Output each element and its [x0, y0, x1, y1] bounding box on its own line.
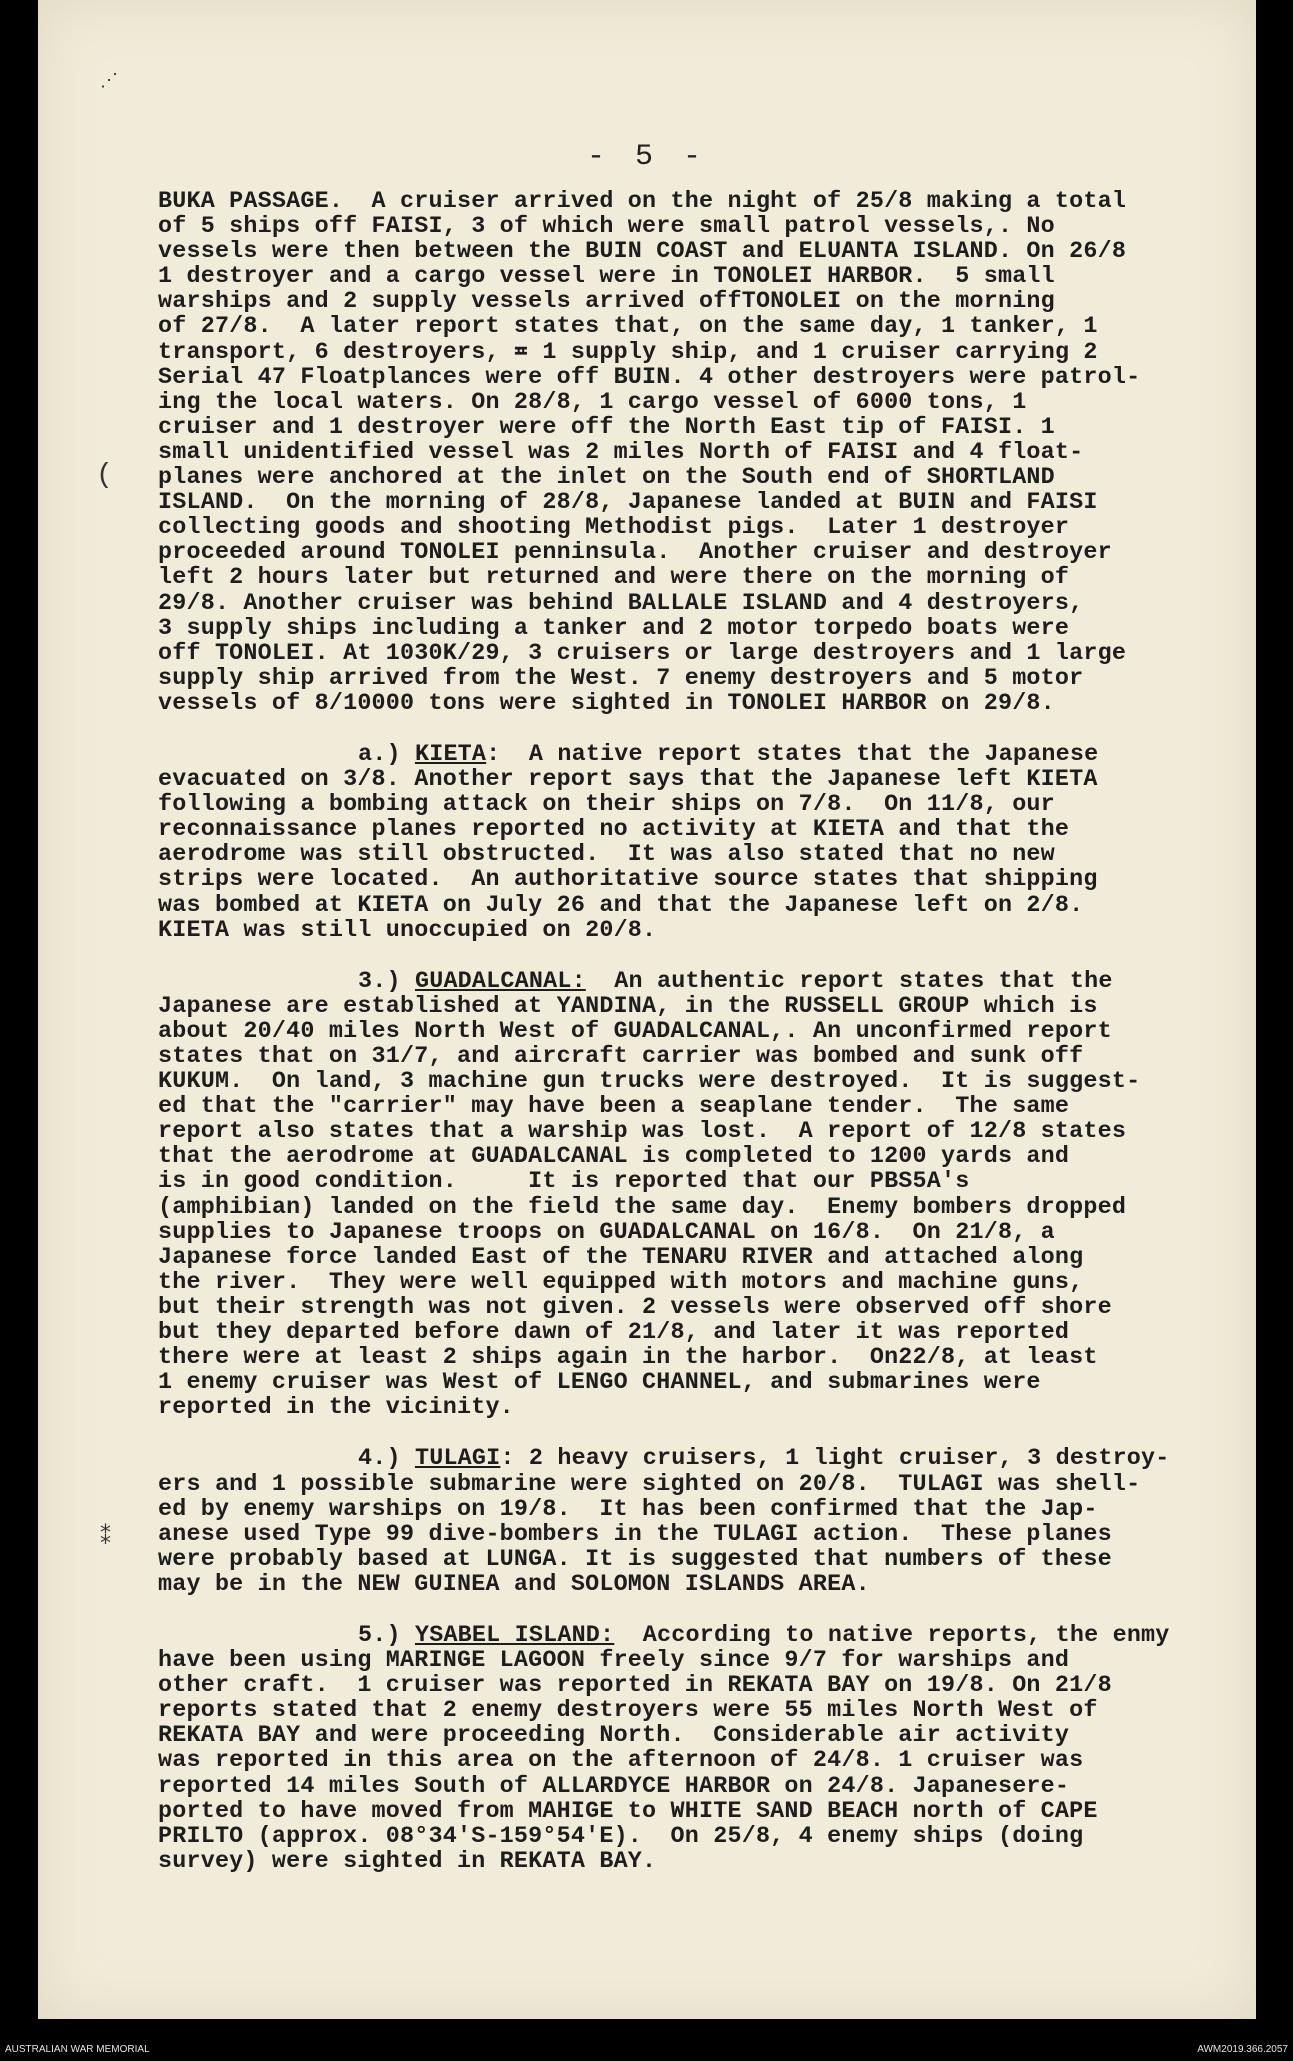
text-line: BUKA PASSAGE. A cruiser arrived on the night of 25/8 making a total	[158, 189, 1127, 215]
text-line: survey) were sighted in REKATA BAY.	[158, 1848, 657, 1875]
text-line: Japanese force landed East of the TENARU RIVER and attached along	[158, 1244, 1084, 1271]
text-line: strips were located. An authoritative source states that shipping	[158, 867, 1098, 894]
section-number: 5.)	[358, 1622, 401, 1649]
text-line: ported to have moved from MAHIGE to WHITE SAND BEACH north of CAPE	[158, 1798, 1098, 1825]
text-line: but their strength was not given. 2 vessels were observed off shore	[158, 1294, 1112, 1321]
paragraph	[158, 743, 1198, 944]
text-line: about 20/40 miles North West of GUADALCANAL,. An unconfirmed report	[158, 1018, 1112, 1045]
text-line: anese used Type 99 dive-bombers in the TULAGI action. These planes	[158, 1521, 1112, 1548]
section-heading: KIETA	[414, 741, 487, 768]
text-line: reconnaissance planes reported no activity at KIETA and that the	[158, 817, 1070, 844]
page-number: - 5 -	[586, 140, 707, 174]
paragraph	[158, 1447, 1198, 1598]
paragraph	[158, 970, 1198, 1422]
text-line: Serial 47 Floatplances were off BUIN. 4 other destroyers were patrol-	[158, 364, 1141, 391]
text-line: have been using MARINGE LAGOON freely since 9/7 for warships and	[158, 1648, 1070, 1675]
text-line: KIETA was still unoccupied on 20/8.	[158, 917, 657, 944]
text-line: other craft. 1 cruiser was reported in REKATA BAY on 19/8. On 21/8	[158, 1673, 1112, 1700]
section-heading: YSABEL ISLAND:	[414, 1622, 615, 1649]
text-line: transport, 6 destroyers, ≖ 1 supply ship, and 1 cruiser carrying 2	[158, 339, 1098, 366]
text-line: reported 14 miles South of ALLARDYCE HARBOR on 24/8. Japanesere-	[158, 1773, 1070, 1800]
paragraph	[158, 190, 1198, 717]
text-line: off TONOLEI. At 1030K/29, 3 cruisers or large destroyers and 1 large	[158, 640, 1127, 667]
text-line: reported in the vicinity.	[158, 1395, 514, 1422]
text-line: 1 enemy cruiser was West of LENGO CHANNEL, and submarines were	[158, 1370, 1041, 1397]
text-line: states that on 31/7, and aircraft carrier was bombed and sunk off	[158, 1044, 1084, 1070]
text-line: vessels were then between the BUIN COAST and ELUANTA ISLAND. On 26/8	[158, 239, 1127, 266]
text-line: cruiser and 1 destroyer were off the North East tip of FAISI. 1	[158, 414, 1055, 441]
paragraph-first-line	[158, 970, 1198, 995]
document-page	[38, 0, 1256, 2019]
margin-mark: (	[96, 460, 113, 491]
section-first-line-text: An authentic report states that the	[585, 968, 1113, 995]
section-first-line-text: : A native report states that the Japanese	[486, 741, 1099, 768]
text-line: there were at least 2 ships again in the harbor. On22/8, at least	[158, 1345, 1098, 1372]
text-line: ing the local waters. On 28/8, 1 cargo vessel of 6000 tons, 1	[158, 389, 1027, 416]
archive-footer	[0, 2019, 1293, 2061]
text-line: vessels of 8/10000 tons were sighted in TONOLEI HARBOR on 29/8.	[158, 690, 1055, 717]
text-line: planes were anchored at the inlet on the South end of SHORTLAND	[158, 465, 1055, 492]
text-line: left 2 hours later but returned and were there on the morning of	[158, 565, 1070, 592]
section-heading: GUADALCANAL:	[414, 968, 586, 995]
paragraph	[158, 1624, 1198, 1875]
text-line: reports stated that 2 enemy destroyers were 55 miles North West of	[158, 1698, 1098, 1725]
text-line: 3 supply ships including a tanker and 2 motor torpedo boats were	[158, 615, 1070, 642]
text-line: 1 destroyer and a cargo vessel were in TONOLEI HARBOR. 5 small	[158, 264, 1055, 291]
paragraph-first-line	[158, 1624, 1198, 1649]
text-line: evacuated on 3/8. Another report says that the Japanese left KIETA	[158, 767, 1098, 794]
text-line: is in good condition. It is reported that our PBS5A's	[158, 1169, 970, 1196]
text-line: supply ship arrived from the West. 7 enemy destroyers and 5 motor	[158, 665, 1084, 692]
text-line: the river. They were well equipped with motors and machine guns,	[158, 1269, 1084, 1296]
text-line: Japanese are established at YANDINA, in the RUSSELL GROUP which is	[158, 993, 1098, 1020]
section-first-line-text: According to native reports, the enmy	[614, 1622, 1170, 1649]
text-line: supplies to Japanese troops on GUADALCANAL on 16/8. On 21/8, a	[158, 1219, 1055, 1246]
text-line: small unidentified vessel was 2 miles North of FAISI and 4 float-	[158, 439, 1084, 466]
text-line: KUKUM. On land, 3 machine gun trucks were destroyed. It is suggest-	[158, 1069, 1141, 1096]
text-line: was bombed at KIETA on July 26 and that the Japanese left on 2/8.	[158, 892, 1084, 919]
punch-hole-mark: ⋰	[100, 72, 118, 92]
text-line: report also states that a warship was lost. A report of 12/8 states	[158, 1119, 1127, 1146]
text-line: collecting goods and shooting Methodist pigs. Later 1 destroyer	[158, 515, 1070, 542]
text-line: was reported in this area on the afternoon of 24/8. 1 cruiser was	[158, 1748, 1084, 1775]
text-line: aerodrome was still obstructed. It was also stated that no new	[158, 842, 1055, 869]
section-heading: TULAGI	[414, 1446, 501, 1473]
margin-tag-mark: ⁑	[100, 1526, 111, 1551]
text-line: warships and 2 supply vessels arrived offTONOLEI on the morning	[158, 289, 1055, 316]
footer-catalogue-number: AWM2019.366.2057	[1197, 2044, 1288, 2055]
text-line: but they departed before dawn of 21/8, and later it was reported	[158, 1320, 1070, 1347]
text-line: (amphibian) landed on the field the same day. Enemy bombers dropped	[158, 1194, 1127, 1221]
text-line: PRILTO (approx. 08°34'S-159°54'E). On 25/8, 4 enemy ships (doing	[158, 1823, 1084, 1850]
text-line: ed that the "carrier" may have been a seaplane tender. The same	[158, 1094, 1070, 1121]
section-number: 4.)	[358, 1446, 401, 1473]
text-line: were probably based at LUNGA. It is suggested that numbers of these	[158, 1546, 1112, 1573]
text-line: proceeded around TONOLEI penninsula. Another cruiser and destroyer	[158, 540, 1112, 567]
paragraph-first-line	[158, 743, 1198, 768]
text-line: ers and 1 possible submarine were sighted on 20/8. TULAGI was shell-	[158, 1471, 1141, 1498]
text-line: 29/8. Another cruiser was behind BALLALE ISLAND and 4 destroyers,	[158, 590, 1084, 617]
text-line: ISLAND. On the morning of 28/8, Japanese landed at BUIN and FAISI	[158, 490, 1098, 517]
text-line: may be in the NEW GUINEA and SOLOMON ISLANDS AREA.	[158, 1571, 870, 1598]
text-line: following a bombing attack on their ships on 7/8. On 11/8, our	[158, 792, 1055, 819]
text-line: of 27/8. A later report states that, on the same day, 1 tanker, 1	[158, 314, 1098, 341]
section-number: 3.)	[358, 968, 401, 995]
text-line: REKATA BAY and were proceeding North. Considerable air activity	[158, 1723, 1070, 1750]
report-body	[158, 190, 1198, 1901]
text-line: of 5 ships off FAISI, 3 of which were small patrol vessels,. No	[158, 214, 1055, 241]
section-number: a.)	[358, 741, 401, 768]
section-first-line-text: : 2 heavy cruisers, 1 light cruiser, 3 destroy-	[500, 1446, 1170, 1473]
footer-institution: AUSTRALIAN WAR MEMORIAL	[5, 2044, 150, 2055]
text-line: ed by enemy warships on 19/8. It has been confirmed that the Jap-	[158, 1496, 1098, 1523]
text-line: that the aerodrome at GUADALCANAL is completed to 1200 yards and	[158, 1144, 1070, 1171]
paragraph-first-line	[158, 1447, 1198, 1472]
